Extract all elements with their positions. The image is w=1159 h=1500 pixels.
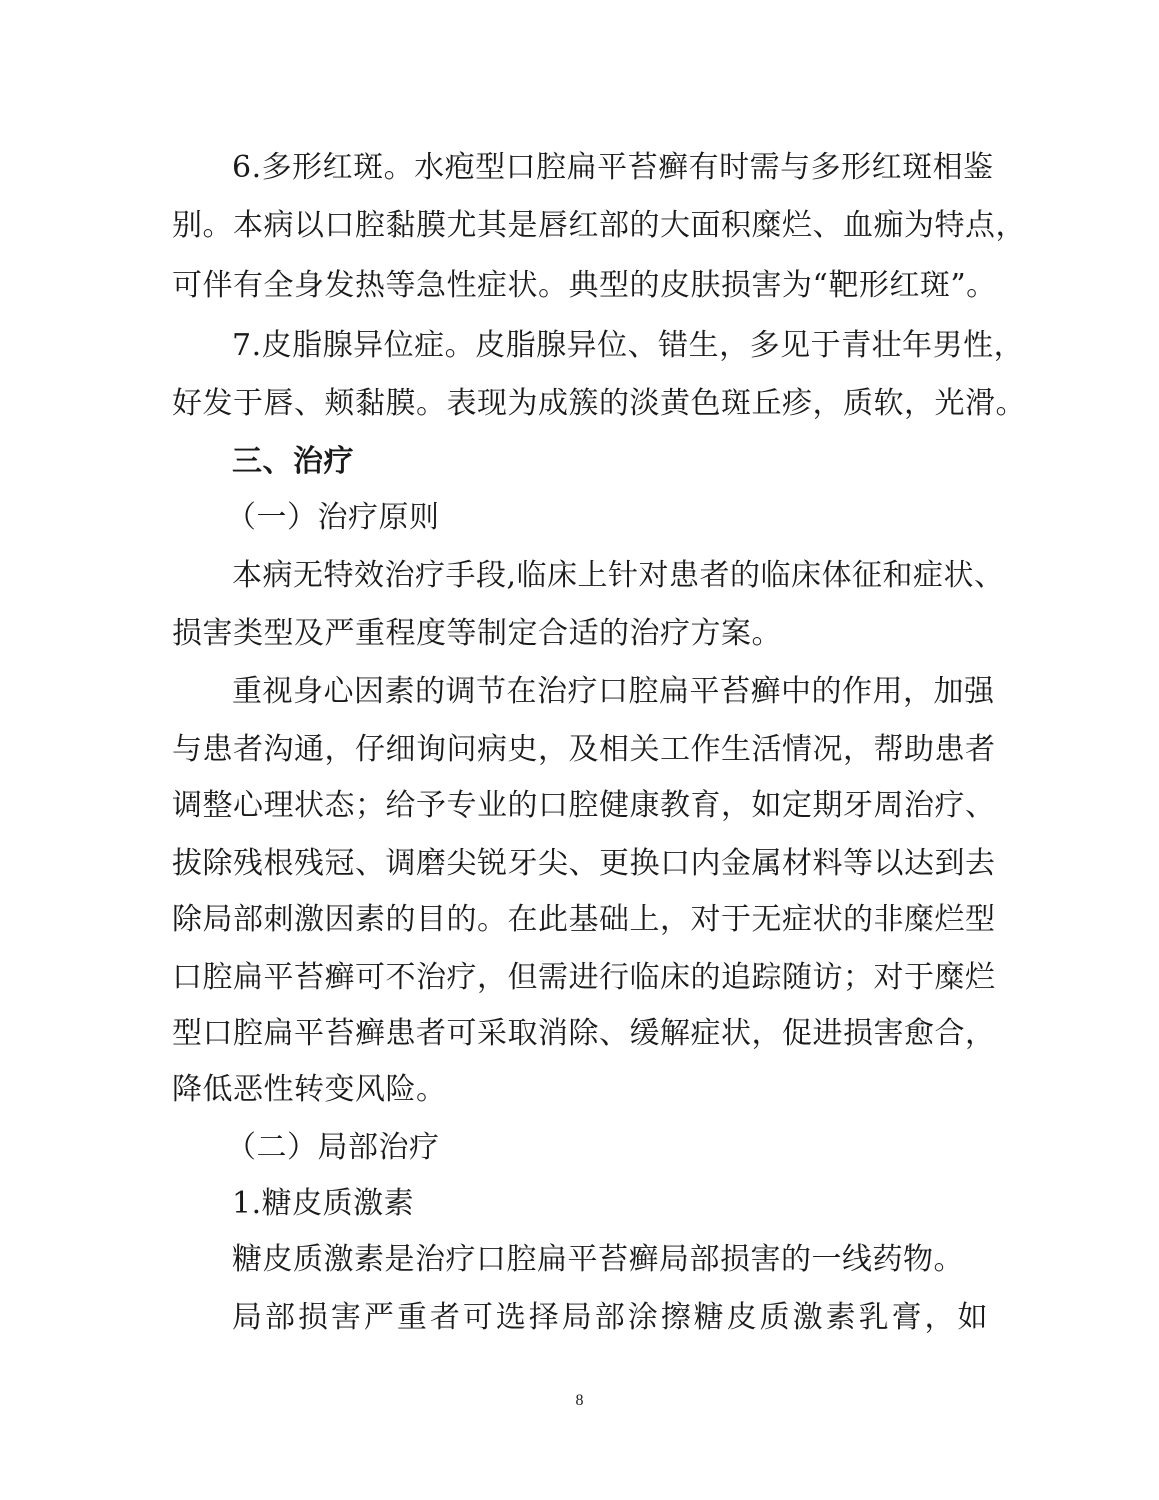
paragraph-line: 降低恶性转变风险。 xyxy=(172,1072,447,1107)
paragraph-line: 局部损害严重者可选择局部涂擦糖皮质激素乳膏，如 xyxy=(232,1300,988,1335)
subsection-heading: （一）治疗原则 xyxy=(226,500,440,535)
section-heading: 三、治疗 xyxy=(232,444,354,479)
paragraph-line: 别。本病以口腔黏膜尤其是唇红部的大面积糜烂、血痂为特点， xyxy=(172,208,1026,243)
subsection-heading: （二）局部治疗 xyxy=(226,1130,440,1165)
paragraph-line: 损害类型及严重程度等制定合适的治疗方案。 xyxy=(172,616,782,651)
paragraph-line: 可伴有全身发热等急性症状。典型的皮肤损害为“靶形红斑”。 xyxy=(172,268,997,303)
paragraph-line: 调整心理状态；给予专业的口腔健康教育，如定期牙周治疗、 xyxy=(172,788,996,823)
paragraph-line: 好发于唇、颊黏膜。表现为成簇的淡黄色斑丘疹，质软，光滑。 xyxy=(172,386,1026,421)
paragraph-line: 型口腔扁平苔癣患者可采取消除、缓解症状，促进损害愈合， xyxy=(172,1016,996,1051)
item-heading: 1.糖皮质激素 xyxy=(232,1186,415,1221)
paragraph-line: 6.多形红斑。水疱型口腔扁平苔癣有时需与多形红斑相鉴 xyxy=(232,150,994,185)
paragraph-line: 与患者沟通，仔细询问病史，及相关工作生活情况，帮助患者 xyxy=(172,732,996,767)
paragraph-line: 除局部刺激因素的目的。在此基础上，对于无症状的非糜烂型 xyxy=(172,902,996,937)
paragraph-line: 口腔扁平苔癣可不治疗，但需进行临床的追踪随访；对于糜烂 xyxy=(172,960,996,995)
page-number: 8 xyxy=(575,1392,584,1409)
paragraph-line: 拔除残根残冠、调磨尖锐牙尖、更换口内金属材料等以达到去 xyxy=(172,846,996,881)
paragraph-line: 本病无特效治疗手段,临床上针对患者的临床体征和症状、 xyxy=(232,558,1005,593)
paragraph-line: 7.皮脂腺异位症。皮脂腺异位、错生，多见于青壮年男性， xyxy=(232,328,1025,363)
paragraph-line: 重视身心因素的调节在治疗口腔扁平苔癣中的作用，加强 xyxy=(232,674,995,709)
paragraph-line: 糖皮质激素是治疗口腔扁平苔癣局部损害的一线药物。 xyxy=(232,1242,964,1277)
